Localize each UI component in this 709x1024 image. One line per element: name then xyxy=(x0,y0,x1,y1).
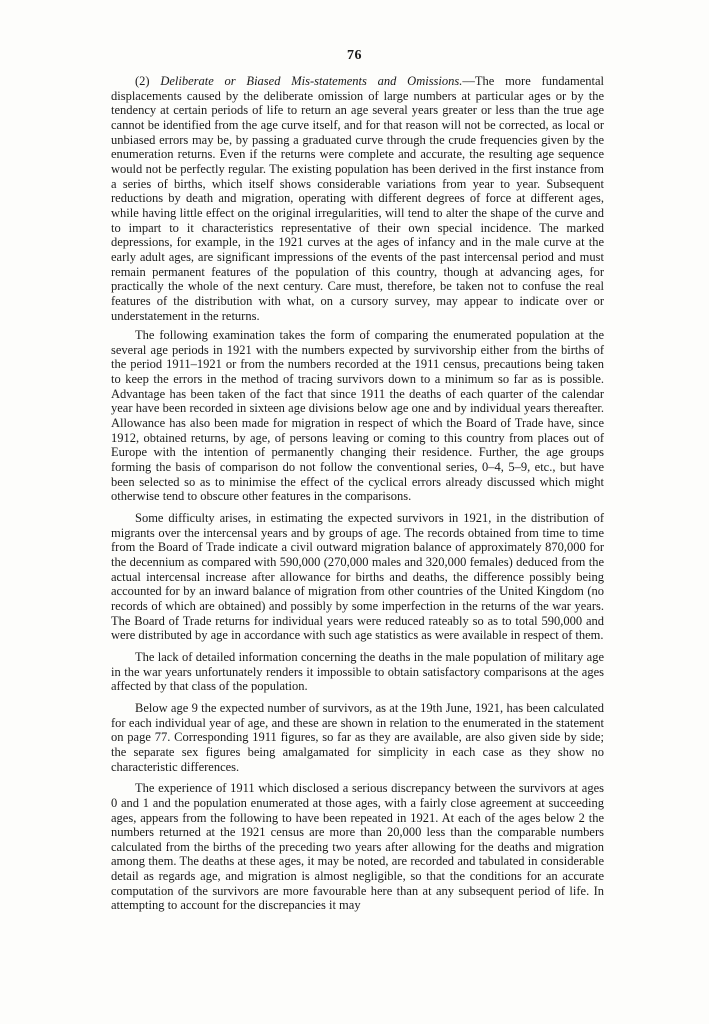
paragraph-misstatements xyxy=(111,74,604,323)
paragraph-migrants: Some difficulty arises, in estimating the expected survivors in 1921, in the distribution of migrants over the intercensal years and by groups of age. The records obtained from time to time from the Board of Trade indicate a civil outward migration balance of approximately 870,000 for the decennium as compared with 590,000 (270,000 males and 320,000 females) deduced from the actual intercensal increase after allowance for births and deaths, the difference possibly being accounted for by an inward balance of migration from other countries of the United Kingdom (no records of which are obtained) and possibly by some imperfection in the returns of the war years. The Board of Trade returns for individual years were reduced rateably so as to total 590,000 and were distributed by age in accordance with such age statistics as were available in respect of them. xyxy=(111,511,604,643)
paragraph-experience-1911: The experience of 1911 which disclosed a serious discrepancy between the survivors at ages 0 and 1 and the population enumerated at those ages, with a fairly close agreement at succeeding ages, appears from the following to have been repeated in 1921. At each of the ages below 2 the numbers returned at the 1921 census are more than 20,000 less than the comparable numbers calculated from the births of the preceding two years after allowing for the deaths and migration among them. The deaths at these ages, it may be noted, are recorded and tabulated in considerable detail as regards age, and migration is almost negligible, so that the conditions for an accurate computation of the survivors are more favourable here than at any subsequent period of life. In attempting to account for the discrepancies it may xyxy=(111,781,604,913)
paragraph-military-deaths: The lack of detailed information concerning the deaths in the male population of military age in the war years unfortunately renders it impossible to obtain satisfactory comparisons at the ages affected by that class of the population. xyxy=(111,649,604,694)
section-number: (2) xyxy=(135,74,150,88)
page-number: 76 xyxy=(347,48,362,63)
section-heading: Deliberate or Biased Mis-statements and Omissions. xyxy=(160,74,463,88)
paragraph-examination: The following examination takes the form of comparing the enumerated population at the several age periods in 1921 with the numbers expected by survivorship either from the births of the period 1911–1921 or from the numbers recorded at the 1911 census, precautions being taken to keep the errors in the method of tracing survivors down to a minimum so far as is possible. Advantage has been taken of the fact that since 1911 the deaths of each quarter of the calendar year have been recorded in sixteen age divisions below age one and by individual years thereafter. Allowance has also been made for migration in respect of which the Board of Trade have, since 1912, obtained returns, by age, of persons leaving or coming to this country from places out of Europe with the intention of permanently changing their residence. Further, the age groups forming the basis of comparison do not follow the conventional series, 0–4, 5–9, etc., but have been selected so as to minimise the effect of the cyclical errors already discussed which might otherwise tend to obscure other features in the comparisons. xyxy=(111,328,604,504)
paragraph-text: —The more fundamental displacements caused by the deliberate omission of large numbers at particular ages or by the tendency at certain periods of life to return an age several years greater or less than the true age cannot be identified from the age curve itself, and for that reason will not be corrected, as local or unbiased errors may be, by passing a graduated curve through the crude frequencies given by the enumeration returns. Even if the returns were complete and accurate, the resulting age sequence would not be perfectly regular. The existing population has been derived in the first instance from a series of births, which itself shows considerable variations from year to year. Subsequent reductions by death and migration, operating with different degrees of force at different ages, while having little effect on the original irregularities, will tend to alter the shape of the curve and to impart to it characteristics representative of their own special incidence. The marked depressions, for example, in the 1921 curves at the ages of infancy and in the male curve at the early adult ages, are significant impressions of the events of the past intercensal period and must remain permanent features of the population of this country, though at advancing ages, for practically the whole of the next century. Care must, therefore, be taken not to confuse the real features of the distribution with what, on a cursory survey, may appear to indicate over or understatement in the returns. xyxy=(111,74,605,323)
paragraph-below-age-9: Below age 9 the expected number of survivors, as at the 19th June, 1921, has been calculated for each individual year of age, and these are shown in relation to the enumerated in the statement on page 77. Corresponding 1911 figures, so far as they are available, are also given side by side; the separate sex figures being amalgamated for simplicity in each case as they show no characteristic differences. xyxy=(111,700,604,774)
body-text xyxy=(111,74,604,913)
